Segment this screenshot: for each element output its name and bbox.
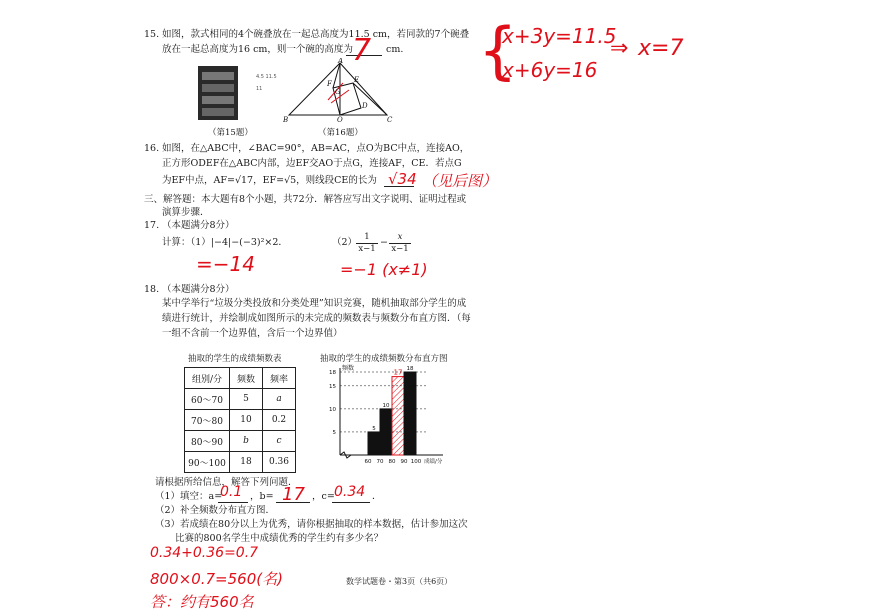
work-line3: 答：约有560名 [150,593,254,611]
svg-text:11: 11 [256,86,263,92]
q18-p1d: ． [372,491,382,502]
q17-frac2-num: x [397,232,403,242]
table-cell: 60～70 [185,389,230,410]
bar-value-label: 5 [372,425,376,432]
y-axis-label: 频数 [342,365,355,372]
q18-prompt: 请根据所给信息，解答下列问题． [155,477,298,488]
q15-line2b: cm. [386,44,404,55]
x-tick-label: 80 [388,459,396,465]
ans-c: 0.34 [334,484,366,500]
label-O: O [337,116,343,124]
q17-frac2-den: x−1 [389,243,411,255]
table-row [185,431,296,452]
q15-number: 15. [144,29,160,40]
y-tick-label: 10 [329,406,336,413]
q18-p2: （2）补全频数分布直方图． [155,505,276,516]
q18-p1a: （1）填空：a= [155,491,223,502]
table-cell: 80～90 [185,431,230,452]
blank-a [218,502,248,503]
q15-caption: （第15题） [208,128,253,138]
table-cell: b [230,431,263,452]
q16-number: 16. [144,143,160,154]
table-header-row [185,368,296,389]
histogram-bar [404,372,416,455]
hw-eq2: x+6y=16 [502,58,598,82]
label-B: B [283,116,289,124]
svg-text:4.5 11.5: 4.5 11.5 [256,74,277,80]
q17-frac1-num: 1 [364,232,370,242]
x-tick-label: 60 [364,459,372,465]
q16-line2: 正方形ODEF在△ABC内部，边EF交AO于点G，连接AF，CE．若点G [162,158,462,169]
q17-score: （本题满分8分） [162,220,235,231]
table-row [185,410,296,431]
blank-c [332,502,370,503]
q15-line1: 如图，款式相同的4个碗叠放在一起总高度为11.5 cm，若同款的7个碗叠 [162,29,470,40]
q17-number: 17. [144,220,160,231]
work-line2: 800×0.7=560(名) [150,570,283,588]
q18-p3-line2: 比赛的800名学生中成绩优秀的学生约有多少名？ [175,533,384,544]
chart-title: 抽取的学生的成绩频数分布直方图 [320,354,448,364]
q17-frac1 [356,232,378,255]
table-header: 组别/分 [185,368,230,389]
table-row [185,452,296,473]
q16-answer: √34 [388,170,417,188]
label-D: D [362,102,368,110]
q17-minus: − [380,237,388,248]
table-cell: 5 [230,389,263,410]
bar-value-label: 18 [406,366,414,372]
y-tick-label: 15 [329,383,336,390]
frequency-table [184,367,296,473]
hw-arrow: ⇒ [610,36,629,61]
hw-result: x=7 [638,36,684,61]
sec3-line1: 三、解答题：本大题有8个小题，共72分．解答应写出文字说明、证明过程或 [144,194,467,205]
q18-p1c: ，c= [312,491,335,502]
q17-frac1-den: x−1 [356,243,378,255]
q18-score: （本题满分8分） [162,284,235,295]
table-cell: 18 [230,452,263,473]
x-tick-label: 70 [376,459,384,465]
x-tick-label: 90 [400,459,408,465]
table-header: 频数 [230,368,263,389]
hw-eq1: x+3y=11.5 [502,24,617,48]
y-tick-label: 5 [332,429,336,436]
table-header: 频率 [263,368,296,389]
table-cell: a [263,389,296,410]
work-line1: 0.34+0.36=0.7 [150,545,259,561]
bar-value-label: 10 [382,402,390,409]
q16-line3: 为EF中点，AF=√17，EF=√5，则线段CE的长为 [162,175,377,186]
ans-a: 0.1 [220,484,243,500]
bar-value-label: 17 [393,368,403,377]
q15-line2a: 放在一起总高度为16 cm，则一个碗的高度为 [162,44,353,55]
page-footer: 数学试题卷・第3页（共6页） [346,577,453,586]
table-cell: 0.36 [263,452,296,473]
q17-part2-label: （2） [332,237,358,248]
table-title: 抽取的学生的成绩频数表 [188,354,282,364]
histogram-bar [392,377,404,455]
q17-frac2 [389,232,411,255]
label-C: C [387,116,393,124]
brace-mark: { [478,14,518,87]
q16-note: （见后图） [422,172,498,190]
q18-line3: 一组不含前一个边界值，含后一个边界值） [162,328,343,339]
q18-number: 18. [144,284,160,295]
label-E: E [354,76,360,84]
x-axis-label: 成绩/分 [424,459,443,465]
table-cell: 0.2 [263,410,296,431]
frequency-histogram [318,360,468,470]
q16-caption: （第16题） [318,128,363,138]
table-cell: 70～80 [185,410,230,431]
table-cell: c [263,431,296,452]
table-row [185,389,296,410]
sec3-line2: 演算步骤． [162,207,210,218]
ans-b: 17 [282,484,305,505]
q17-calc: 计算：（1）|−4|−(−3)²×2． [162,237,288,248]
q18-p3-line1: （3）若成绩在80分以上为优秀，请你根据抽取的样本数据，估计参加这次 [155,519,468,530]
label-G: G [335,88,341,96]
table-cell: 10 [230,410,263,431]
x-tick-label: 100 [410,459,422,465]
histogram-bar [368,432,380,455]
y-tick-label: 18 [329,370,336,376]
q18-line1: 某中学举行“垃圾分类投放和分类处理”知识竞赛，随机抽取部分学生的成 [162,298,467,309]
q17-answer2: =−1 (x≠1) [340,260,428,279]
q18-line2: 绩进行统计，并绘制成如图所示的未完成的频数表与频数分布直方图．（每 [162,313,471,324]
q15-answer: 7 [352,33,372,68]
label-A: A [338,58,344,65]
q18-p1b: ，b= [250,491,274,502]
q17-answer1: =−14 [196,252,255,276]
triangle-figure [283,58,393,124]
table-cell: 90～100 [185,452,230,473]
blank-b [276,502,310,503]
q16-line1: 如图，在△ABC中，∠BAC=90°，AB=AC，点O为BC中点，连接AO， [162,143,470,154]
bowl-stack-figure [198,66,284,122]
label-F: F [327,80,332,88]
